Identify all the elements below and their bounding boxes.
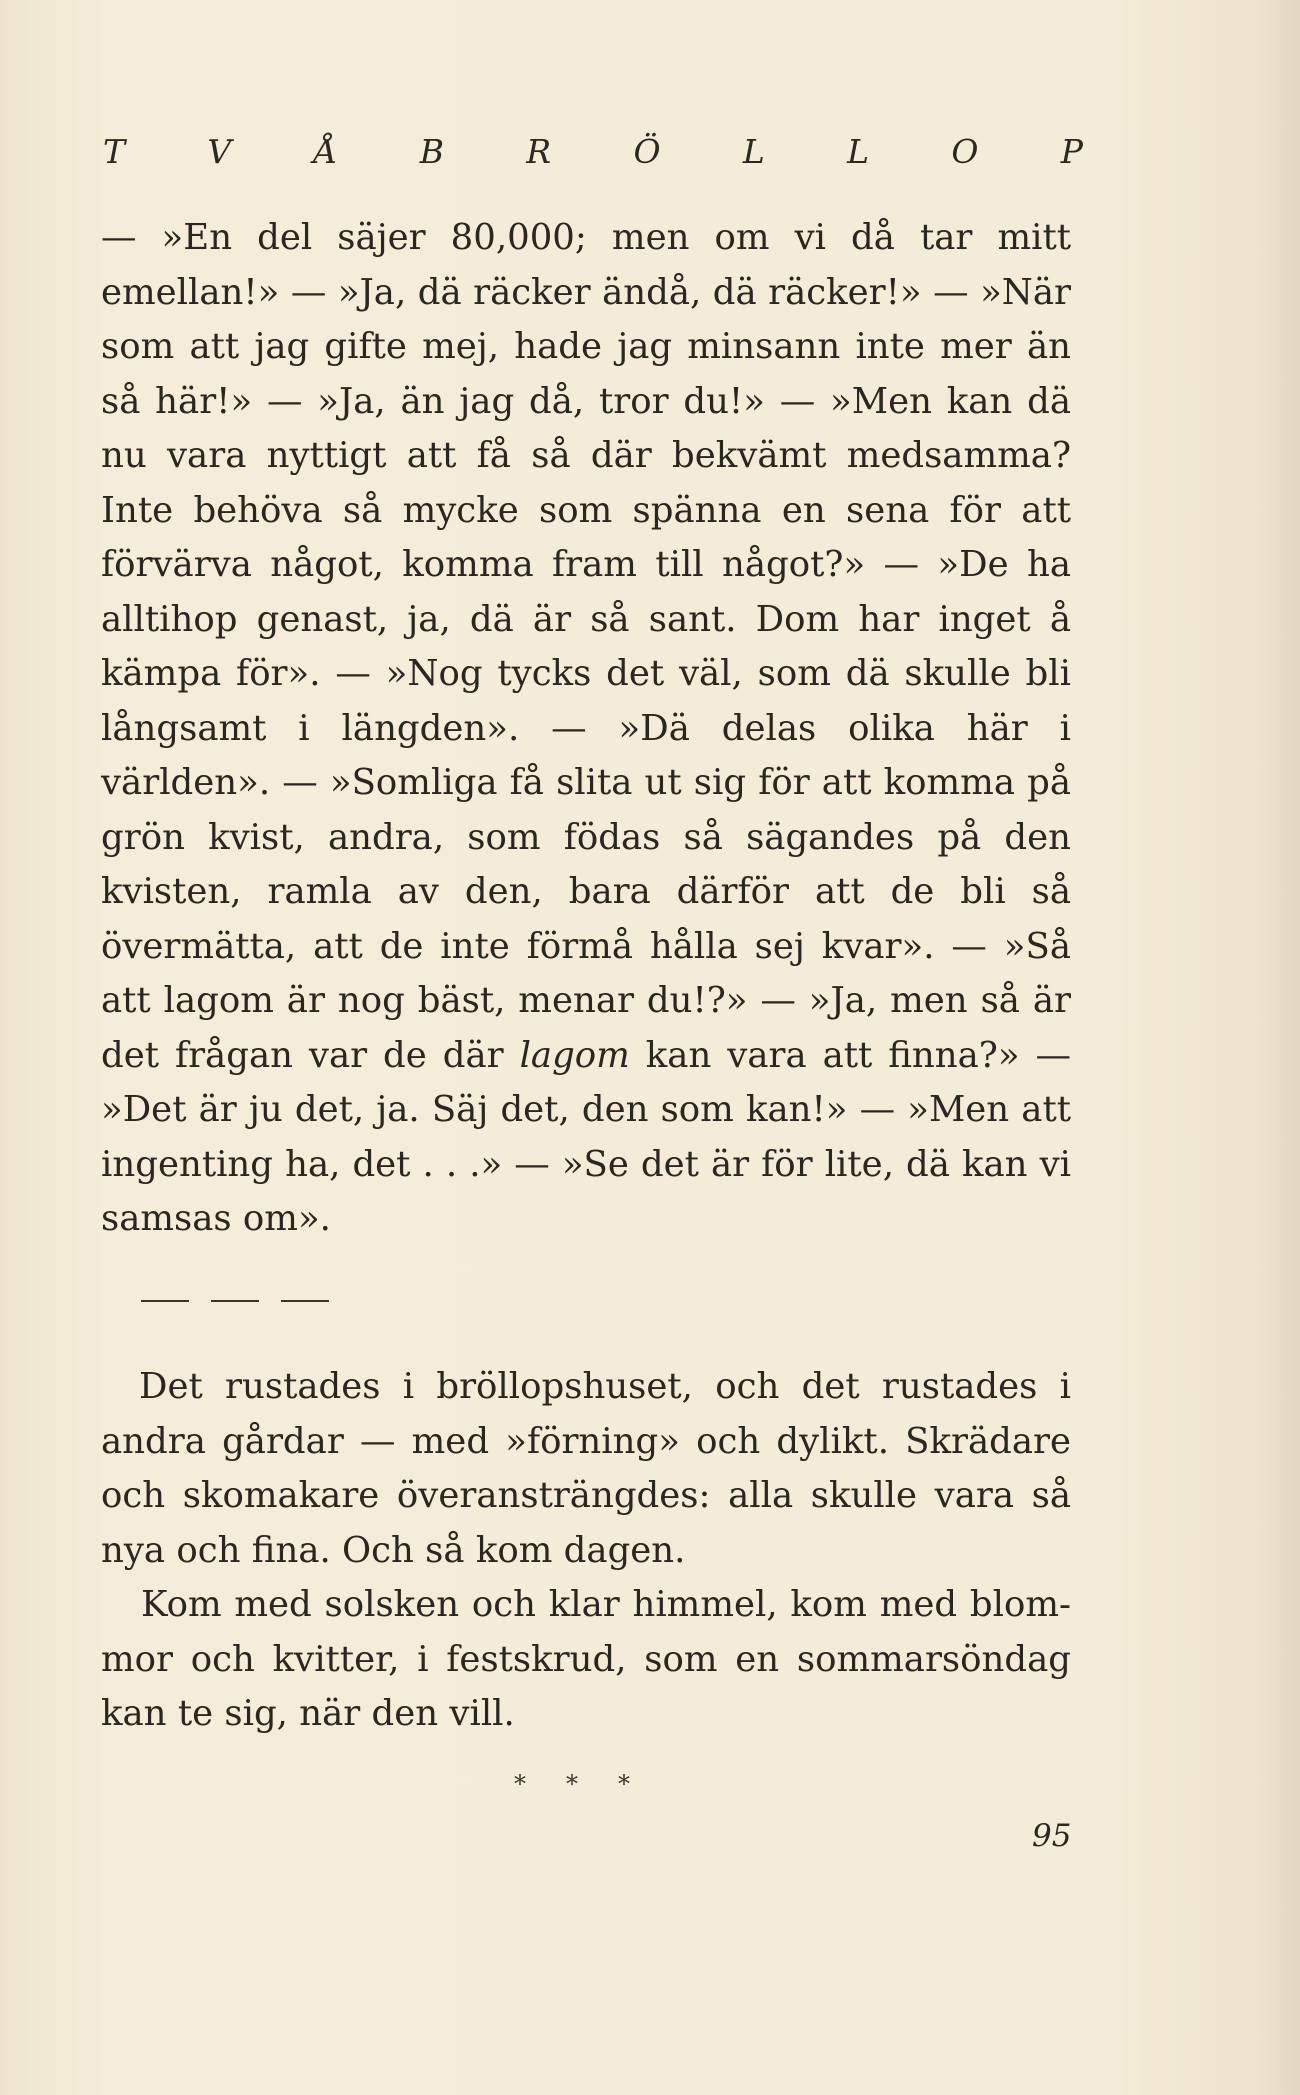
- separator-dash: [281, 1300, 329, 1302]
- emphasized-word: lagom: [519, 1034, 630, 1076]
- star-ornament: *: [514, 1770, 526, 1798]
- running-head-letter: P: [1060, 132, 1083, 171]
- narrative-paragraph-2: Kom med solsken och klar himmel, kom med blommor och kvitter, i festskrud, som en sommarsöndag kan te sig, när den vill.: [101, 1584, 1071, 1734]
- running-head-letter: R: [526, 132, 552, 171]
- running-head-letter: O: [951, 132, 979, 171]
- running-head-letter: Å: [313, 132, 338, 171]
- running-head-letter: L: [742, 132, 765, 171]
- dialogue-block: [101, 211, 1071, 1247]
- running-head-letter: T: [103, 132, 126, 171]
- running-head-letter: B: [419, 132, 444, 171]
- separator-dash: [141, 1300, 189, 1302]
- asterism: [514, 1770, 630, 1798]
- page-number: 95: [1032, 1818, 1072, 1854]
- dialogue-text-part2: kan vara att finna?» — »Det är ju det, ja. Säj det, den som kan!» — »Men att ingenting ha, det . . .» — »Se det är för lite, dä kan vi samsas om».: [101, 1034, 1071, 1239]
- running-head-letter: V: [207, 132, 232, 171]
- section-separator: [141, 1300, 329, 1302]
- running-head: [103, 132, 1083, 171]
- dialogue-text-part1: — »En del säjer 80,000; men om vi då tar mitt emellan!» — »Ja, dä räcker ändå, dä räcker!» — »När som att jag gifte mej, hade jag minsann inte mer än så här!» — »Ja, än jag då, tror du!» — »Men kan dä nu vara nyttigt att få så där bekvämt medsamma? Inte behöva så mycke som spänna en sena för att förvärva något, komma fram till något?» — »De ha alltihop genast, ja, dä är så sant. Dom har inget å kämpa för». — »Nog tycks det väl, som dä skulle bli långsamt i längden». — »Dä delas olika här i världen». — »Somliga få slita ut sig för att komma på grön kvist, andra, som födas så sägandes på den kvisten, ramla av den, bara därför att de bli så övermätta, att de inte förmå hålla sej kvar». — »Så att lagom är nog bäst, menar du!?» — »Ja, men så är det frågan var de där: [101, 217, 1071, 1076]
- narrative-block: [101, 1360, 1071, 1742]
- narrative-paragraph-1: Det rustades i bröllopshuset, och det rustades i andra gårdar — med »förning» och dylikt. Skrädare och skomakare överansträngdes: alla skulle vara så nya och fina. Och så kom dagen.: [101, 1366, 1071, 1571]
- running-head-letter: Ö: [633, 132, 661, 171]
- running-head-letter: L: [847, 132, 870, 171]
- star-ornament: *: [618, 1770, 630, 1798]
- dialogue-paragraph: [101, 211, 1071, 1247]
- star-ornament: *: [566, 1770, 578, 1798]
- separator-dash: [211, 1300, 259, 1302]
- page-edge-shadow: [1260, 0, 1300, 2095]
